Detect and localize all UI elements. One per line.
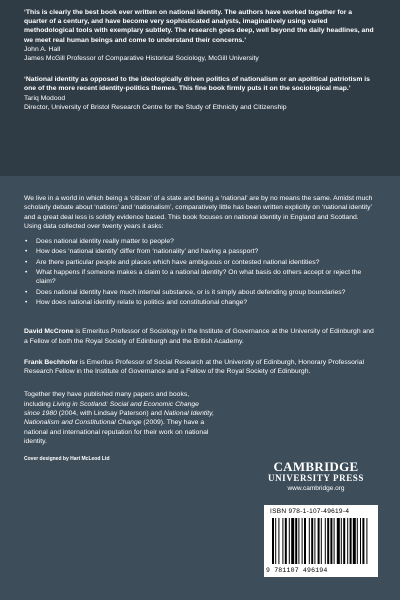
list-item: • Are there particular people and places which have ambiguous or contested national identities? [24, 258, 376, 267]
list-item: • What happens if someone makes a claim to a national identity? On what basis do others accept or reject the claim? [24, 268, 376, 287]
endorsement-text: ‘National identity as opposed to the ideologically driven politics of nationalism or an apolitical patriotism is one of the more recent identity-politics themes. This fine book firmly puts it on the sociological map.’ [24, 76, 370, 93]
barcode-bar [353, 518, 356, 564]
barcode-bar [309, 518, 310, 564]
barcode-bar [334, 518, 335, 564]
endorsement-2 [24, 75, 376, 112]
joint-text: (2009). They have a national and international reputation for their work on national identity. [24, 419, 209, 445]
barcode-bar [360, 518, 361, 564]
barcode-bar [366, 518, 367, 564]
barcode-bar [304, 518, 306, 564]
barcode-bar [343, 518, 345, 564]
endorsement-author: Tariq Modood [24, 94, 66, 102]
book-title: National Identity, Nationalism and Constitutional Change [24, 410, 214, 427]
isbn-label: ISBN 978-1-107-49619-4 [270, 508, 350, 515]
barcode-bar [321, 518, 322, 564]
joint-publications [24, 390, 214, 446]
endorsement-role: Director, University of Bristol Research Centre for the Study of Ethnicity and Citizenship [24, 103, 287, 111]
barcode-bar [282, 518, 283, 564]
barcode-bar [318, 518, 320, 564]
publisher-url: www.cambridge.org [287, 485, 345, 492]
author-bio-1 [24, 327, 376, 346]
author-bio-text: is Emeritus Professor of Sociology in the Institute of Governance at the University of Edinburgh and a Fellow of both the Royal Society of Edinburgh and the British Academy. [24, 328, 374, 345]
author-bio-2 [24, 358, 376, 377]
barcode-bar [302, 518, 303, 564]
barcode-bar [275, 518, 276, 564]
question-list [24, 237, 376, 307]
barcode-bar [289, 518, 290, 564]
barcode-bar [330, 518, 332, 564]
author-name: David McCrone [24, 328, 74, 336]
barcode-bar [350, 518, 352, 564]
endorsement-1 [24, 8, 376, 63]
list-item: • How does ‘national identity’ differ from ‘nationality’ and having a passport? [24, 247, 376, 256]
barcode-bar [285, 518, 287, 564]
barcode-bar [337, 518, 340, 564]
barcode-bar [295, 518, 297, 564]
barcode-bars [270, 518, 372, 566]
barcode-bar [347, 518, 348, 564]
barcode-bar [314, 518, 315, 564]
barcode-bar [327, 518, 329, 564]
barcode-bar [311, 518, 313, 564]
barcode-bar [325, 518, 326, 564]
joint-text: Together they have published many papers and books, including [24, 391, 190, 408]
barcode-bar [298, 518, 299, 564]
barcode-bar [357, 518, 358, 564]
barcode-bar [272, 518, 274, 564]
publisher-name: CAMBRIDGE [273, 459, 359, 474]
barcode [264, 505, 378, 577]
barcode-bar [278, 518, 279, 564]
barcode-bar [362, 518, 364, 564]
endorsement-author: John A. Hall [24, 45, 61, 53]
list-item: • How does national identity relate to politics and constitutional change? [24, 298, 376, 307]
endorsements-panel [0, 0, 400, 176]
author-name: Frank Bechhofer [24, 358, 79, 366]
barcode-digits: 9 781107 496194 [266, 567, 328, 574]
author-bio-text: is Emeritus Professor of Social Research at the University of Edinburgh, Honorary Professorial Research Fellow in the Institute of Governance and a Fellow of the Royal Society of Edinburgh. [24, 358, 364, 376]
barcode-bar [341, 518, 342, 564]
publisher-logo [256, 460, 376, 493]
list-item: • Does national identity have much internal substance, or is it simply about defending group boundaries? [24, 288, 376, 297]
barcode-bar [291, 518, 294, 564]
cover-credit: Cover designed by Hart McLeod Ltd [24, 456, 110, 463]
endorsement-text: ‘This is clearly the best book ever written on national identity. The authors have worked together for a quarter of a century, and have become very sophisticated analysts, imaginatively using varied methodological tools with exemplary subtlety. The research goes deep, well beyond the daily headlines, and we meet real human beings and come to understand their concerns.’ [24, 9, 374, 44]
list-item: • Does national identity really matter to people? [24, 237, 376, 246]
joint-text: (2004, with Lindsay Paterson) and [56, 410, 164, 418]
publisher-subname: UNIVERSITY PRESS [267, 473, 365, 483]
book-description: We live in a world in which being a ‘citizen’ of a state and being a ‘national’ are by no means the same. Amidst much scholarly debate about ‘nations’ and ‘nationalism’, comparatively little has been written explicitly on ‘national identity’ and a great deal less is solidly evidence based. This book focuses on national identity in England and Scotland. Using data collected over twenty years it asks: [24, 195, 373, 230]
endorsement-role: James McGill Professor of Comparative Historical Sociology, McGill University [24, 55, 259, 63]
book-title: Living in Scotland: Social and Economic Change since 1980 [24, 400, 199, 418]
